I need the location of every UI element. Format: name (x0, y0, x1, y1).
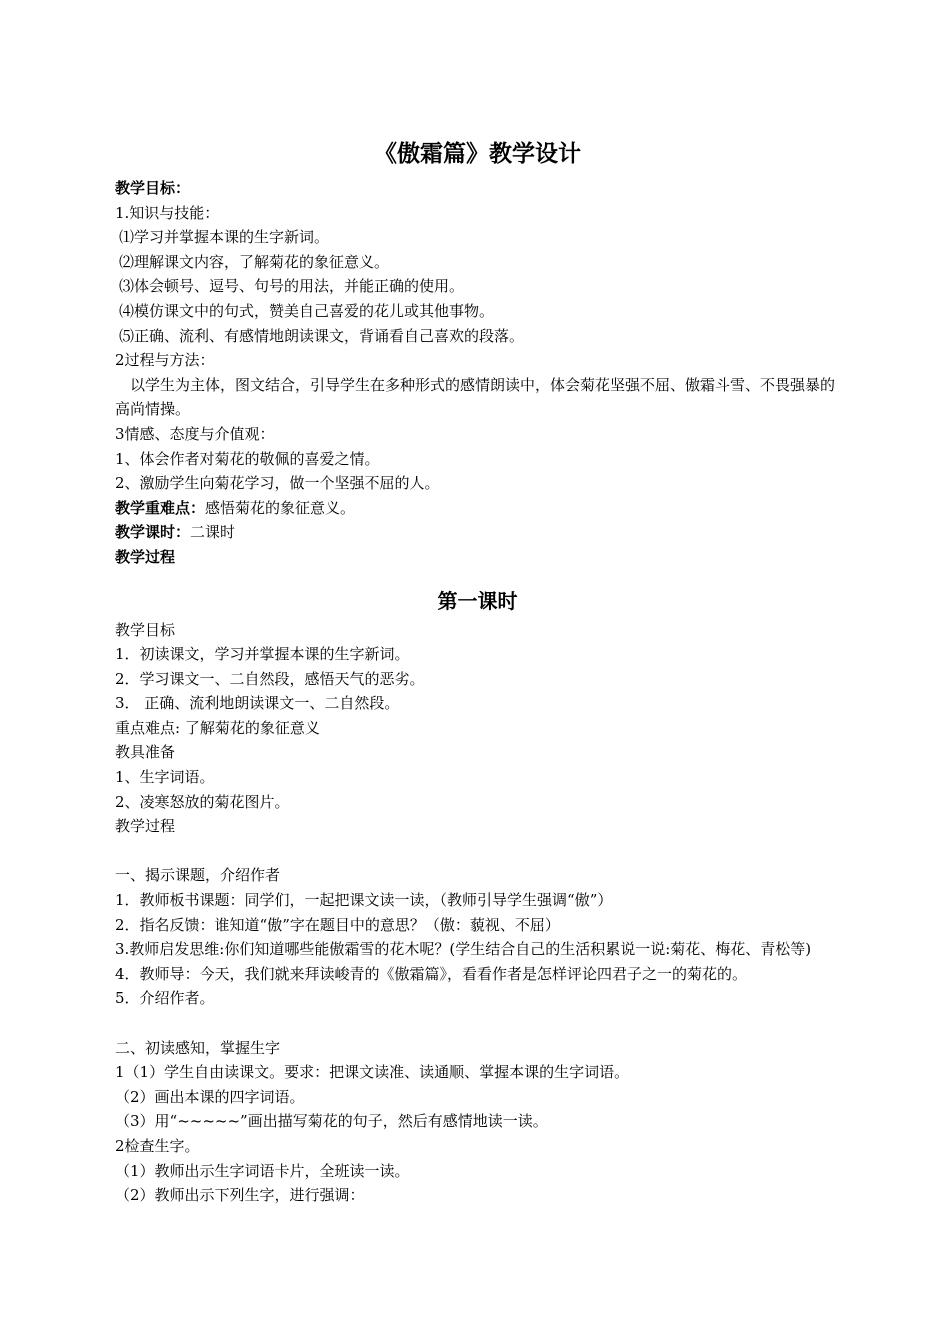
knowledge-item: ⑶体会顿号、逗号、句号的用法，并能正确的使用。 (119, 277, 465, 296)
lesson1-title: 第一课时 (437, 588, 518, 613)
emotion-heading: 3情感、态度与介值观： (115, 424, 275, 443)
lesson1-tool: 2、凌寒怒放的菊花图片。 (115, 792, 290, 811)
lesson1-process-label: 教学过程 (115, 817, 176, 836)
spacer (115, 839, 840, 864)
lesson1-goal: 1．初读课文，学习并掌握本课的生字新词。 (115, 645, 410, 664)
knowledge-item: ⑸正确、流利、有感情地朗读课文，背诵看自己喜欢的段落。 (119, 326, 525, 345)
document-body (115, 136, 840, 1208)
section2-heading: 二、初读感知，掌握生字 (115, 1038, 281, 1057)
key-point-label: 教学重难点： (115, 498, 206, 517)
spacer (115, 1011, 840, 1036)
section1-item: 5．介绍作者。 (115, 989, 215, 1008)
lesson1-tool: 1、生字词语。 (115, 768, 215, 787)
lesson1-goal: 3． 正确、流利地朗读课文一、二自然段。 (115, 694, 400, 713)
process-heading: 2过程与方法： (115, 351, 215, 370)
hours-label: 教学课时： (115, 523, 191, 542)
section1-item: 3.教师启发思维:你们知道哪些能傲霜雪的花木呢？(学生结合自己的生活积累说一说:菊花、梅花、青松等) (115, 940, 812, 959)
section2-subitem: （2）画出本课的四字词语。 (115, 1087, 305, 1106)
section2-subitem: （1）教师出示生字词语卡片，全班读一读。 (115, 1161, 410, 1180)
knowledge-item: ⑵理解课文内容，了解菊花的象征意义。 (119, 252, 390, 271)
key-point-value: 感悟菊花的象征意义。 (205, 498, 356, 517)
hours-value: 二课时 (190, 523, 236, 542)
section1-heading: 一、揭示课题，介绍作者 (115, 866, 281, 885)
lesson1-goal: 2．学习课文一、二自然段，感悟天气的恶劣。 (115, 669, 425, 688)
emotion-item: 1、体会作者对菊花的敬佩的喜爱之情。 (115, 449, 380, 468)
section1-item: 2．指名反馈：谁知道“傲”字在题目中的意思？（傲：藐视、不屈） (115, 915, 560, 934)
process-paragraph: 以学生为主体，图文结合，引导学生在多种形式的感情朗读中，体会菊花坚强不屈、傲霜斗雪、不畏强暴的高尚情操。 (115, 375, 836, 419)
section2-subitem: （3）用“~~~~~”画出描写菊花的句子，然后有感情地读一读。 (115, 1112, 548, 1131)
knowledge-item: ⑴学习并掌握本课的生字新词。 (119, 228, 330, 247)
emotion-item: 2、激励学生向菊花学习，做一个坚强不屈的人。 (115, 474, 440, 493)
section1-item: 4．教师导：今天，我们就来拜读峻青的《傲霜篇》，看看作者是怎样评论四君子之一的菊花的。 (115, 964, 748, 983)
section2-item: 2检查生字。 (115, 1136, 200, 1155)
section1-item: 1．教师板书课题：同学们，一起把课文读一读，（教师引导学生强调“傲”） (115, 891, 613, 910)
lesson1-tools-label: 教具准备 (115, 743, 176, 762)
knowledge-heading: 1.知识与技能： (115, 203, 220, 222)
lesson1-goals-label: 教学目标 (115, 620, 176, 639)
section2-item: 1（1）学生自由读课文。要求：把课文读准、读通顺、掌握本课的生字词语。 (115, 1063, 630, 1082)
document-title: 《傲霜篇》教学设计 (374, 140, 581, 167)
hours-line (115, 520, 840, 545)
goals-label: 教学目标： (115, 179, 191, 197)
process-label: 教学过程 (115, 547, 176, 566)
key-point-line (115, 496, 840, 521)
section2-subitem: （2）教师出示下列生字，进行强调： (115, 1186, 365, 1205)
knowledge-item: ⑷模仿课文中的句式，赞美自己喜爱的花儿或其他事物。 (119, 301, 495, 320)
lesson1-key-points: 重点难点: 了解菊花的象征意义 (115, 718, 320, 737)
